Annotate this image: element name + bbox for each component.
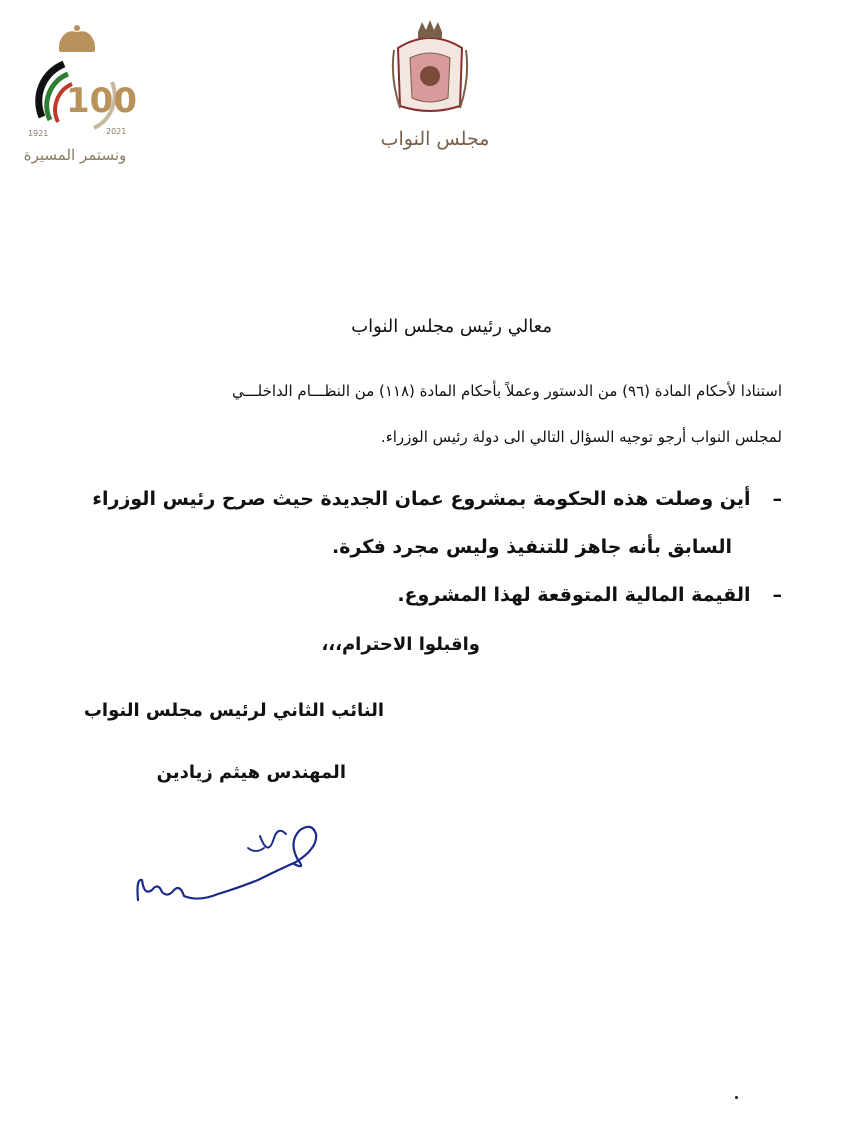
- bullet-2-line-1: القيمة المالية المتوقعة لهذا المشروع.: [397, 584, 751, 606]
- bullet-1-line-1: أين وصلت هذه الحكومة بمشروع عمان الجديدة حيث صرح رئيس الوزراء: [92, 488, 751, 510]
- signatory-title: النائب الثاني لرئيس مجلس النواب: [83, 700, 384, 721]
- bullet-1-line-2: السابق بأنه جاهز للتنفيذ وليس مجرد فكرة.: [332, 536, 732, 558]
- bullet-dash: –: [772, 584, 782, 606]
- bullet-item-1: [92, 488, 782, 510]
- coat-of-arms: [390, 18, 470, 118]
- coat-of-arms-icon: [390, 18, 470, 118]
- emblem-caption: مجلس النواب: [380, 128, 490, 150]
- signature: [128, 818, 328, 918]
- paragraph-line-2: لمجلس النواب أرجو توجيه السؤال التالي الى دولة رئيس الوزراء.: [380, 428, 782, 446]
- paragraph-line-1: استنادا لأحكام المادة (٩٦) من الدستور وعملاً بأحكام المادة (١١٨) من النظـــام الداخلـــي: [231, 382, 782, 400]
- salutation: معالي رئيس مجلس النواب: [351, 316, 552, 337]
- closing: واقبلوا الاحترام،،،: [321, 634, 480, 655]
- centenary-number: 100: [66, 81, 137, 121]
- centenary-caption: ونستمر المسيرة: [23, 146, 127, 164]
- year-end: 2021: [106, 127, 127, 136]
- centenary-logo-icon: [14, 22, 139, 147]
- year-start: 1921: [28, 129, 49, 138]
- bullet-item-2: [397, 584, 782, 606]
- stray-dot: [735, 1096, 738, 1099]
- bullet-dash: –: [772, 488, 782, 510]
- signature-icon: [128, 818, 328, 918]
- signatory-name: المهندس هيثم زيادين: [156, 762, 346, 783]
